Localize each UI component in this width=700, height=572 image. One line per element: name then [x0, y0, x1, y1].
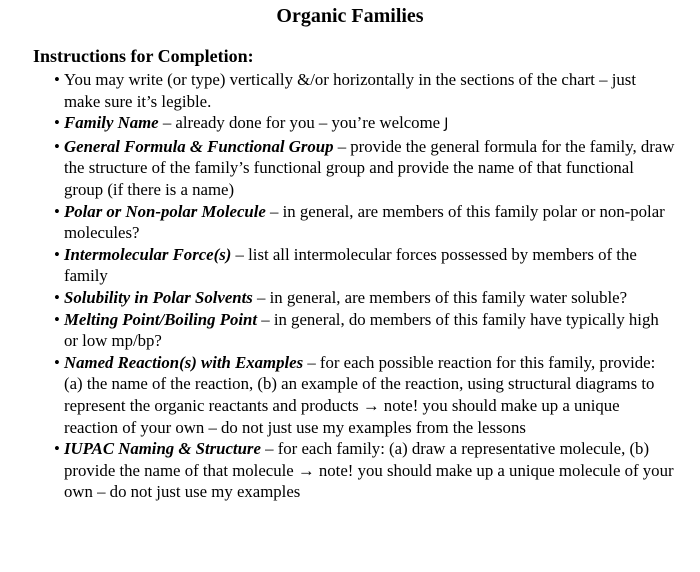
instructions-list	[36, 69, 676, 503]
instruction-text: – in general, are members of this family water soluble?	[252, 287, 628, 307]
instruction-term: General Formula & Functional Group	[64, 136, 334, 156]
page-title: Organic Families	[276, 5, 424, 27]
bullet-icon: •	[54, 352, 60, 372]
bullet-icon: •	[54, 309, 60, 329]
instruction-item-intermolecular-forces	[36, 244, 676, 287]
instruction-text: – already done for you – you’re welcome	[158, 113, 445, 133]
instruction-term: Intermolecular Force(s)	[64, 244, 232, 264]
instruction-term: Family Name	[64, 113, 159, 133]
bullet-icon: •	[54, 136, 60, 156]
instruction-term: Solubility in Polar Solvents	[64, 287, 253, 307]
instruction-text: – for each possible reaction for this family, provide: (a) the name of the reaction, (b) an example of the reaction, using structural diagrams to represent the organic reactants and products → note! you should make up a unique reaction of your own – do not just use my examples from the lessons	[64, 352, 656, 437]
instruction-item-iupac-naming	[36, 438, 676, 503]
instruction-term: Named Reaction(s) with Examples	[64, 352, 304, 372]
instructions-heading: Instructions for Completion:	[33, 46, 254, 66]
instruction-item-legibility	[36, 69, 676, 112]
instruction-item-named-reactions	[36, 352, 676, 438]
smiley-text: J	[444, 116, 449, 133]
bullet-icon: •	[54, 439, 60, 459]
bullet-icon: •	[54, 113, 60, 133]
bullet-icon: •	[54, 244, 60, 264]
bullet-icon: •	[54, 70, 60, 89]
instruction-text: – in general, are members of this family polar or non-polar molecules?	[64, 201, 665, 243]
bullet-icon: •	[54, 287, 60, 307]
instruction-item-melting-boiling-point	[36, 309, 676, 352]
instruction-term: Melting Point/Boiling Point	[64, 309, 258, 329]
instruction-text: – list all intermolecular forces possessed by members of the family	[64, 244, 637, 286]
bullet-icon: •	[54, 201, 60, 221]
instruction-item-solubility	[36, 287, 676, 309]
instruction-item-polarity	[36, 201, 676, 244]
instruction-text: – provide the general formula for the family, draw the structure of the family’s functional group and provide the name of that functional group (if there is a name)	[64, 136, 675, 199]
instruction-text: – in general, do members of this family have typically high or low mp/bp?	[64, 309, 659, 351]
instruction-item-family-name	[36, 112, 676, 136]
instruction-term: IUPAC Naming & Structure	[64, 439, 261, 459]
instruction-text: – for each family: (a) draw a representative molecule, (b) provide the name of that molecule → note! you should make up a unique molecule of your own – do not just use my examples	[64, 439, 674, 502]
instruction-text: You may write (or type) vertically &/or horizontally in the sections of the chart – just make sure it’s legible.	[64, 70, 636, 111]
instruction-item-general-formula	[36, 136, 676, 201]
instruction-term: Polar or Non-polar Molecule	[64, 201, 266, 221]
